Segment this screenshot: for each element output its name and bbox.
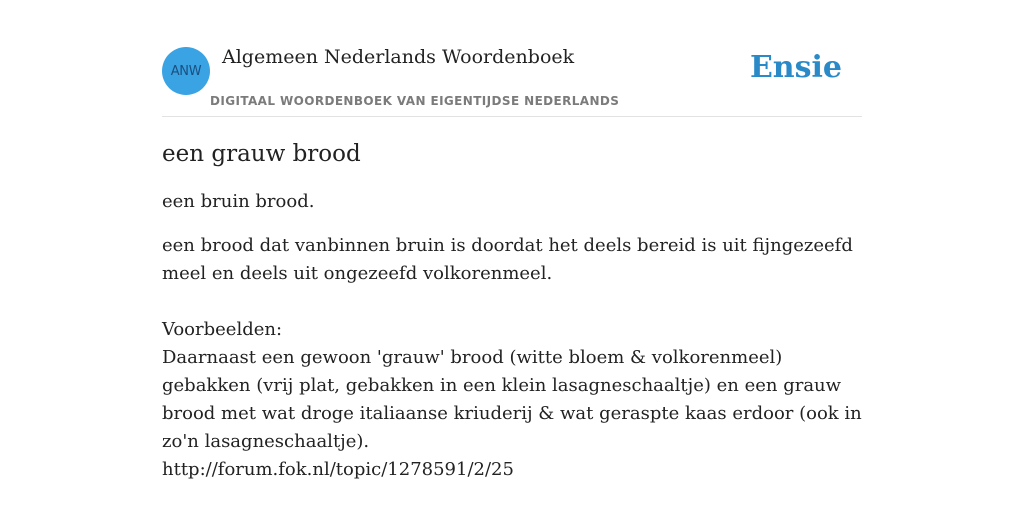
site-header: [162, 0, 862, 117]
anw-logo[interactable]: [162, 47, 210, 95]
source-link[interactable]: http://forum.fok.nl/topic/1278591/2/25: [162, 459, 514, 480]
examples-section: [162, 316, 862, 484]
site-subtitle: DIGITAAL WOORDENBOEK VAN EIGENTIJDSE NEDERLANDS: [210, 94, 620, 108]
ensie-brand-link[interactable]: Ensie: [749, 50, 842, 85]
examples-heading: Voorbeelden:: [162, 319, 283, 340]
long-definition: een brood dat vanbinnen bruin is doordat het deels bereid is uit fijngezeefd meel en deels uit ongezeefd volkorenmeel.: [162, 235, 853, 284]
site-title[interactable]: Algemeen Nederlands Woordenboek: [222, 46, 575, 68]
entry-content: [162, 138, 862, 484]
short-definition: een bruin brood.: [162, 191, 315, 212]
example-text: Daarnaast een gewoon 'grauw' brood (witte bloem & volkorenmeel) gebakken (vrij plat, gebakken in een klein lasagneschaaltje) en een grauw brood met wat droge italiaanse kriuderij & wat geraspte kaas erdoor (ook in zo'n lasagneschaaltje).: [162, 347, 862, 452]
logo-text: ANW: [170, 63, 202, 79]
entry-term: een grauw brood: [162, 141, 361, 167]
